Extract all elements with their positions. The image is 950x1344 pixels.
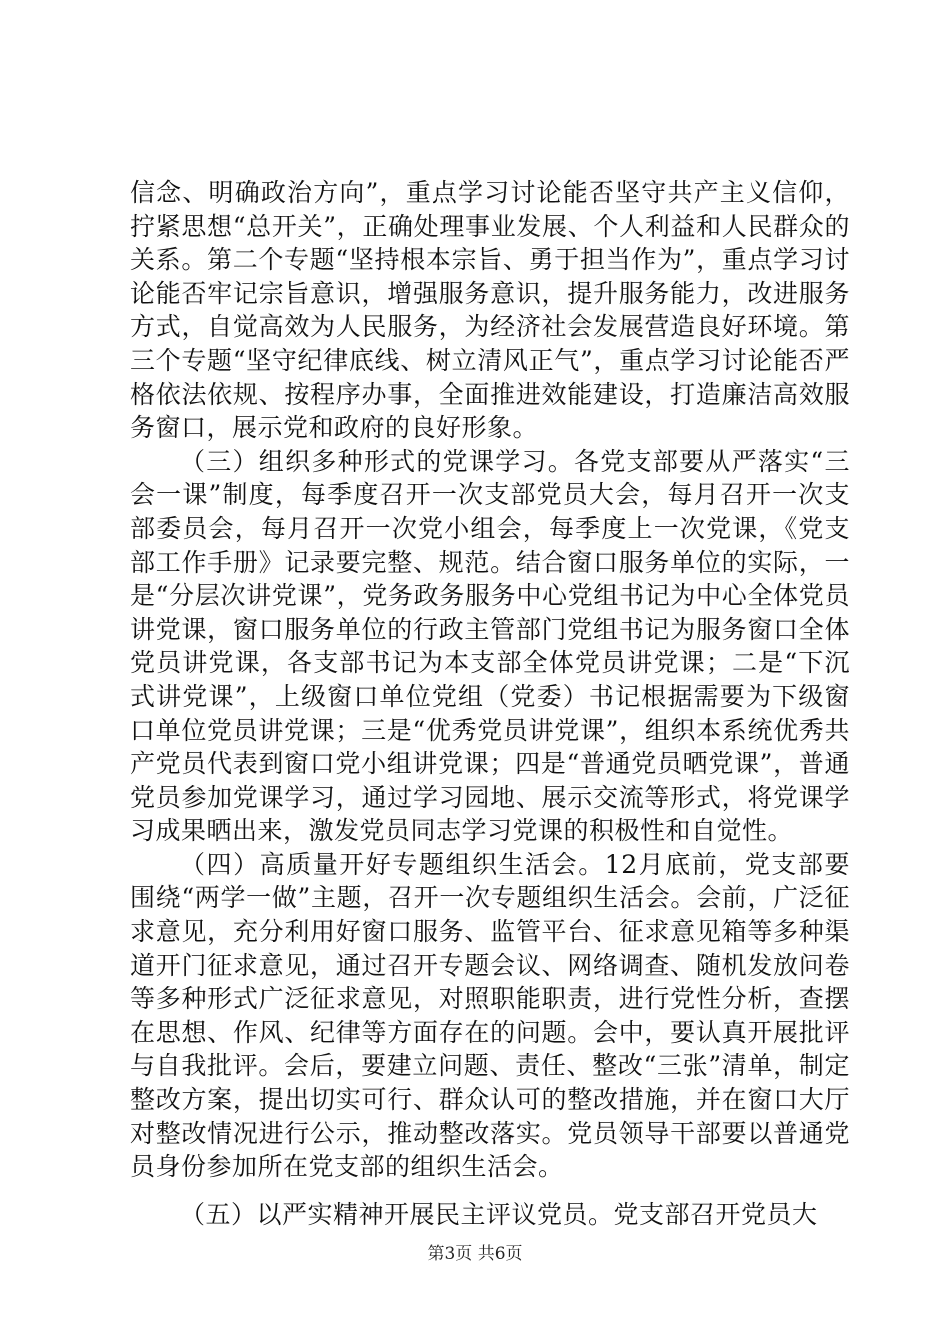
paragraph-section-four: （四）高质量开好专题组织生活会。12月底前，党支部要围绕“两学一做”主题，召开一次专题组织生活会。会前，广泛征求意见，充分利用好窗口服务、监管平台、征求意见箱等多种渠道开门征求意见，通过召开专题会议、网络调查、随机发放问卷等多种形式广泛征求意见，对照职能职责，进行党性分析，查摆在思想、作风、纪律等方面存在的问题。会中，要认真开展批评与自我批评。会后，要建立问题、责任、整改“三张”清单，制定整改方案，提出切实可行、群众认可的整改措施，并在窗口大厅对整改情况进行公示，推动整改落实。党员领导干部要以普通党员身份参加所在党支部的组织生活会。 bbox=[130, 849, 850, 1182]
paragraph-section-three: （三）组织多种形式的党课学习。各党支部要从严落实“三会一课”制度，每季度召开一次支部党员大会，每月召开一次支部委员会，每月召开一次党小组会，每季度上一次党课，《党支部工作手册》记录要完整、规范。结合窗口服务单位的实际，一是“分层次讲党课”，党务政务服务中心党组书记为中心全体党员讲党课，窗口服务单位的行政主管部门党组书记为服务窗口全体党员讲党课，各支部书记为本支部全体党员讲党课；二是“下沉式讲党课”，上级窗口单位党组（党委）书记根据需要为下级窗口单位党员讲党课；三是“优秀党员讲党课”，组织本系统优秀共产党员代表到窗口党小组讲党课；四是“普通党员晒党课”，普通党员参加党课学习，通过学习园地、展示交流等形式，将党课学习成果晒出来，激发党员同志学习党课的积极性和自觉性。 bbox=[130, 446, 850, 846]
document-body bbox=[130, 176, 850, 1231]
paragraph-section-five: （五）以严实精神开展民主评议党员。党支部召开党员大 bbox=[180, 1199, 818, 1229]
page-footer: 第3页 共6页 bbox=[427, 1244, 523, 1264]
paragraph-continued: 信念、明确政治方向”，重点学习讨论能否坚守共产主义信仰，拧紧思想“总开关”，正确处理事业发展、个人利益和人民群众的关系。第二个专题“坚持根本宗旨、勇于担当作为”，重点学习讨论能否牢记宗旨意识，增强服务意识，提升服务能力，改进服务方式，自觉高效为人民服务，为经济社会发展营造良好环境。第三个专题“坚守纪律底线、树立清风正气”，重点学习讨论能否严格依法依规、按程序办事，全面推进效能建设，打造廉洁高效服务窗口，展示党和政府的良好形象。 bbox=[130, 178, 850, 443]
